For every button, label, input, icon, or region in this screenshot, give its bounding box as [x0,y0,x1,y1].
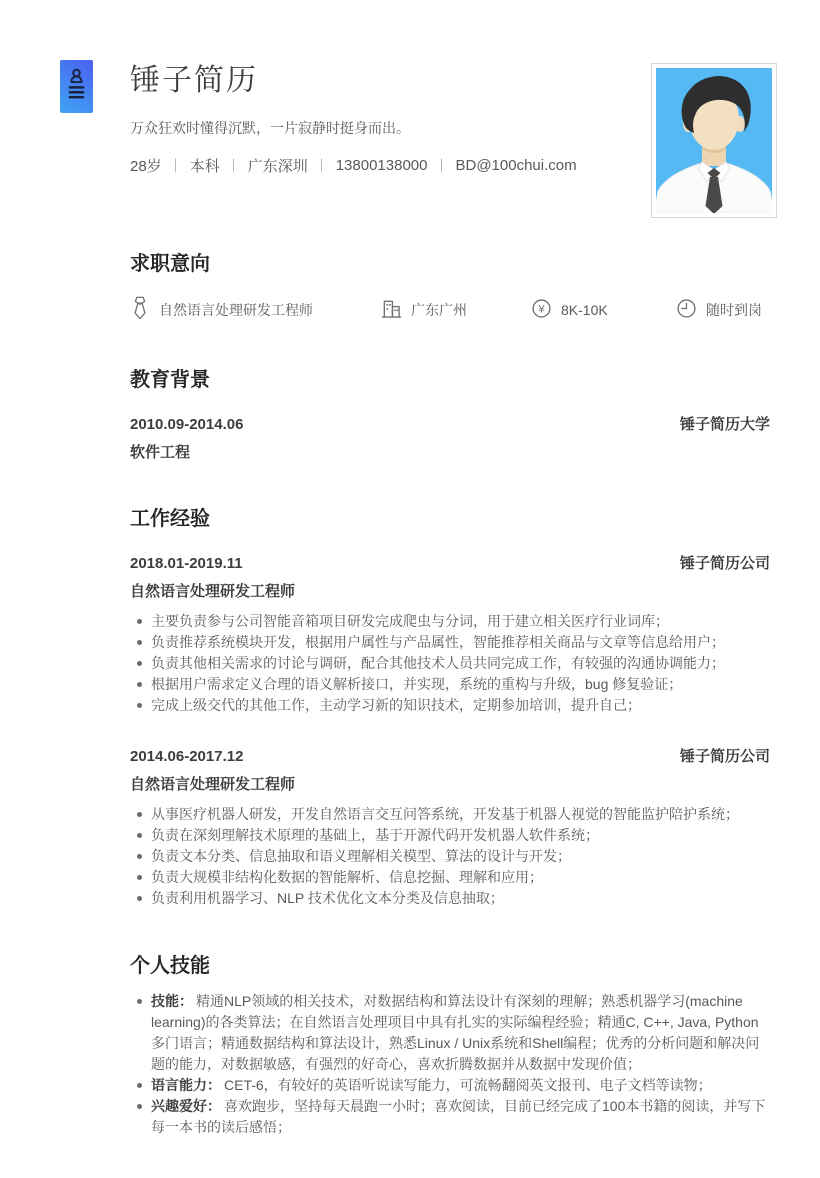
list-item: 完成上级交代的其他工作，主动学习新的知识技术，定期参加培训，提升自己； [130,695,770,716]
education-entry [130,413,770,462]
work-2-company: 锤子简历公司 [679,748,770,765]
education-entry-head [130,413,770,434]
list-item [130,1096,770,1138]
work-1-period: 2018.01-2019.11 [130,555,243,572]
skill-label: 兴趣爱好： [151,1098,221,1114]
work-2-period: 2014.06-2017.12 [130,748,244,765]
intention-city [381,298,531,322]
motto-text: 万众狂欢时懂得沉默，一片寂静时挺身而出。 [130,120,410,136]
personal-info-line [130,155,639,176]
work-entry-1 [130,552,770,716]
education-period: 2010.09-2014.06 [130,416,244,433]
info-age: 28岁 [130,158,162,175]
salary-yen-icon [531,298,561,322]
job-intention-heading: 求职意向 [130,253,210,275]
work-entry-2-head [130,745,770,766]
work-2-title: 自然语言处理研发工程师 [130,776,296,793]
skill-text: CET-6，有较好的英语听说读写能力，可流畅翻阅英文报刊、电子文档等读物； [224,1077,712,1093]
skill-text: 喜欢跑步，坚持每天晨跑一小时；喜欢阅读，目前已经完成了100本书籍的阅读，并写下每一本书的读后感悟； [151,1098,766,1135]
male-avatar-illustration [656,68,772,213]
clock-icon [676,298,706,322]
work-1-title: 自然语言处理研发工程师 [130,583,296,600]
work-1-bullets [130,611,770,716]
education-major: 软件工程 [130,444,191,461]
skill-label: 技能： [151,993,193,1009]
info-separator: ｜ [168,157,183,174]
list-item [130,1075,770,1096]
education-heading: 教育背景 [130,369,210,391]
section-education [130,369,770,462]
header-main [130,60,639,176]
resume-logo-badge [60,60,93,113]
list-item: 根据用户需求定义合理的语义解析接口，并实现，系统的重构与升级，bug 修复验证； [130,674,770,695]
section-skills [130,955,770,1138]
list-item: 负责其他相关需求的讨论与调研，配合其他技术人员共同完成工作，有较强的沟通协调能力； [130,653,770,674]
resume-header [0,0,820,218]
info-separator: ｜ [434,157,449,174]
info-phone: 13800138000 [335,157,428,174]
resume-person-icon [63,62,90,112]
intention-position [130,296,381,323]
skill-label: 语言能力： [151,1077,221,1093]
intention-position-label: 自然语言处理研发工程师 [159,301,313,318]
work-entry-1-head [130,552,770,573]
work-entry-2 [130,745,770,909]
list-item: 负责文本分类、信息抽取和语义理解相关模型、算法的设计与开发； [130,846,770,867]
skill-text: 精通NLP领域的相关技术，对数据结构和算法设计有深刻的理解；熟悉机器学习(machine learning)的各类算法；在自然语言处理项目中具有扎实的实际编程经验；精通C, C++, Java, Python多门语言；精通数据结构和算法设计，熟悉Linux / Unix系统和Shell编程；优秀的分析问题和解决问题的能力，对数据敏感，有强烈的好奇心，喜欢折腾数据并从数据中发现价值； [151,993,760,1072]
info-degree: 本科 [189,158,220,175]
info-separator: ｜ [226,157,241,174]
building-icon [381,298,411,322]
skills-bullets [130,991,770,1138]
profile-photo [651,63,777,218]
info-email: BD@100chui.com [455,157,577,174]
work-heading: 工作经验 [130,508,210,530]
info-location: 广东深圳 [247,158,308,175]
list-item: 负责利用机器学习、NLP 技术优化文本分类及信息抽取； [130,888,770,909]
info-separator: ｜ [314,157,329,174]
list-item: 从事医疗机器人研发，开发自然语言交互问答系统，开发基于机器人视觉的智能监护陪护系统； [130,804,770,825]
intention-city-label: 广东广州 [411,301,467,318]
work-1-company: 锤子简历公司 [679,555,770,572]
list-item: 负责在深刻理解技术原理的基础上，基于开源代码开发机器人软件系统； [130,825,770,846]
section-work-experience [130,508,770,909]
education-school: 锤子简历大学 [679,416,770,433]
skills-heading: 个人技能 [130,955,210,977]
work-2-bullets [130,804,770,909]
intention-salary-label: 8K-10K [561,301,608,318]
list-item: 负责推荐系统模块开发，根据用户属性与产品属性，智能推荐相关商品与文章等信息给用户； [130,632,770,653]
resume-body [0,253,820,1178]
page-title: 锤子简历 [130,64,258,97]
list-item: 负责大规模非结构化数据的智能解析、信息挖掘、理解和应用； [130,867,770,888]
svg-text:¥: ¥ [538,303,545,316]
list-item: 主要负责参与公司智能音箱项目研发完成爬虫与分词，用于建立相关医疗行业词库； [130,611,770,632]
intention-availability-label: 随时到岗 [706,301,762,318]
list-item [130,991,770,1075]
tie-icon [130,296,159,323]
job-intention-row [130,296,770,323]
intention-availability [676,298,770,322]
intention-salary [531,298,676,322]
section-job-intention [130,253,770,323]
